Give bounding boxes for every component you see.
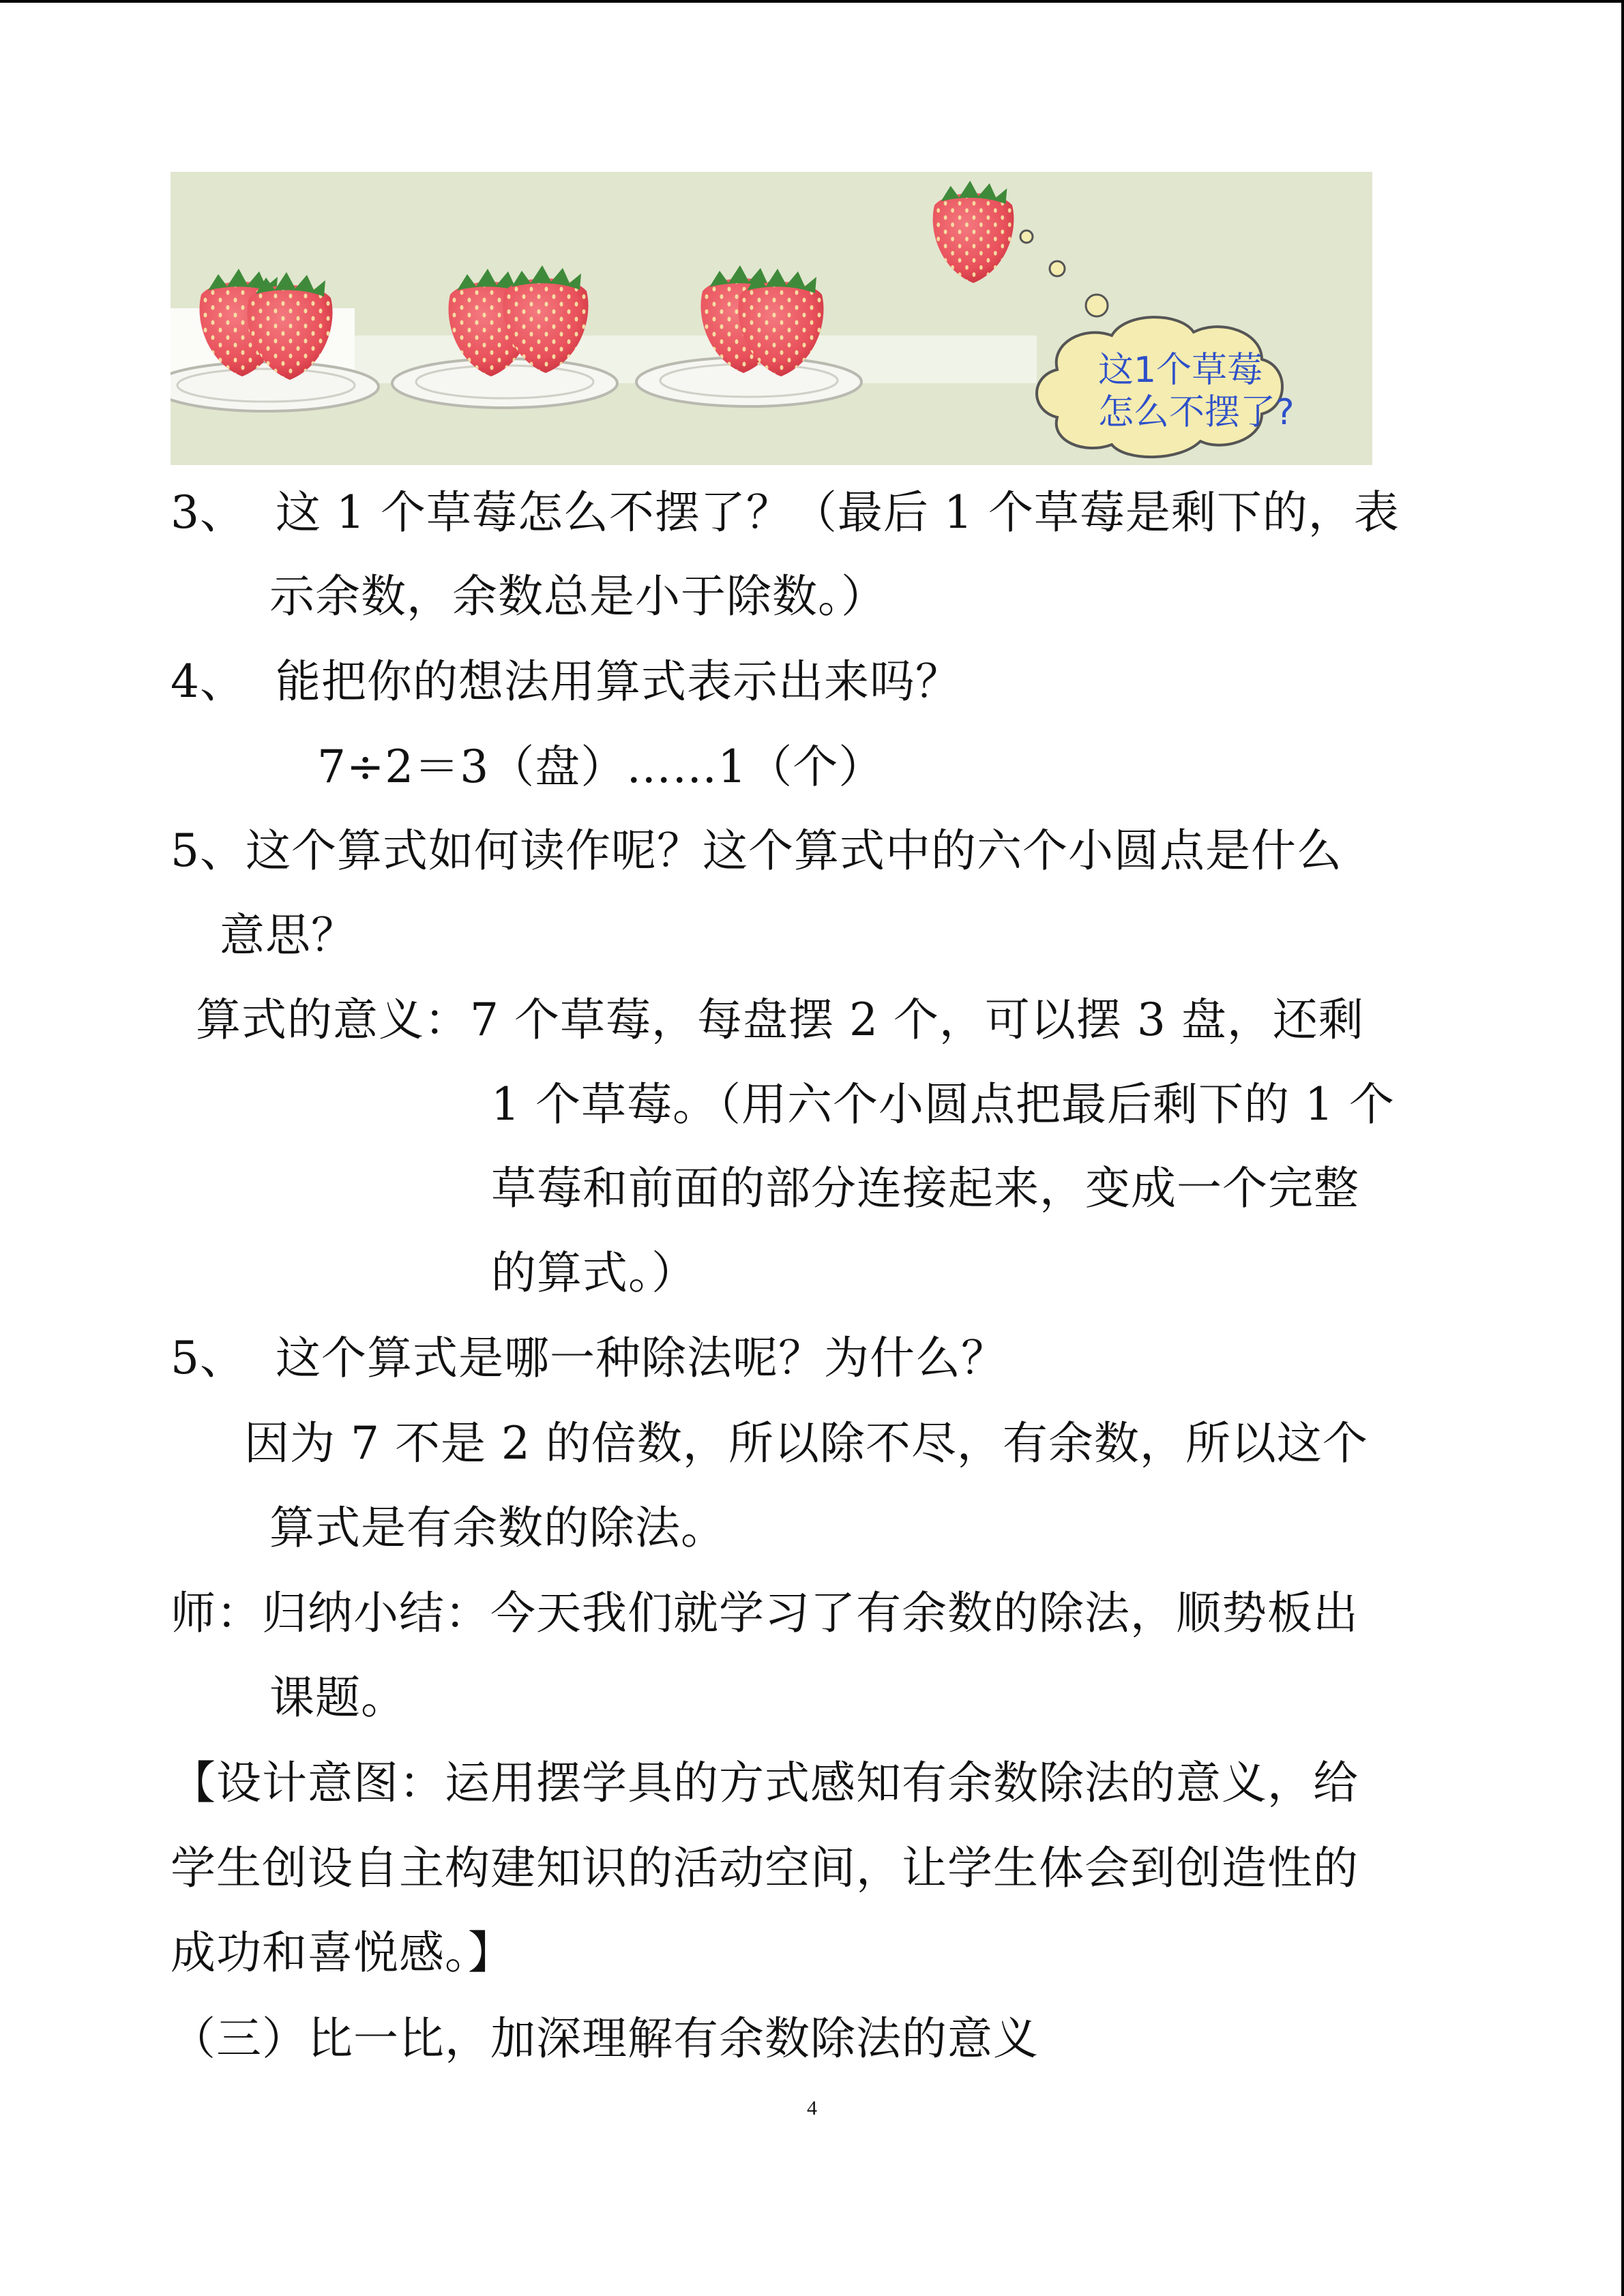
division-equation: 7÷2＝3（盘）……1（个） (317, 741, 885, 793)
meaning-line-1: 算式的意义：7 个草莓，每盘摆 2 个，可以摆 3 盘，还剩 (196, 994, 1364, 1046)
bubble-text-line-2: 怎么不摆了? (1098, 392, 1295, 433)
item-3-question: 3、 这 1 个草莓怎么不摆了？（最后 1 个草莓是剩下的，表 (171, 486, 1400, 539)
page-number: 4 (807, 2097, 817, 2119)
item-5-question: 5、这个算式如何读作呢？这个算式中的六个小圆点是什么 (171, 824, 1342, 877)
item-3-continuation: 示余数，余数总是小于除数。） (269, 570, 887, 623)
item-4-question: 4、 能把你的想法用算式表示出来吗？ (171, 655, 961, 708)
meaning-line-4: 的算式。） (491, 1247, 697, 1299)
meaning-line-3: 草莓和前面的部分连接起来，变成一个完整 (491, 1162, 1359, 1214)
strawberry-illustration (171, 172, 1372, 465)
bubble-text-line-1: 这1个草莓 (1098, 350, 1263, 391)
meaning-line-2: 1 个草莓。（用六个小圆点把最后剩下的 1 个 (491, 1078, 1395, 1131)
design-intent-line-3: 成功和喜悦感。】 (171, 1926, 514, 1979)
reason-line-1: 因为 7 不是 2 的倍数，所以除不尽，有余数，所以这个 (244, 1417, 1368, 1470)
teacher-summary: 师：归纳小结：今天我们就学习了有余数的除法，顺势板出 (171, 1587, 1359, 1639)
design-intent-line-1: 【设计意图：运用摆学具的方式感知有余数除法的意义，给 (171, 1757, 1359, 1809)
item-5b-question: 5、 这个算式是哪一种除法呢？为什么？ (171, 1332, 1007, 1384)
section-heading: （三）比一比，加深理解有余数除法的意义 (171, 2012, 1039, 2065)
item-5-continuation: 意思？ (220, 909, 357, 961)
design-intent-line-2: 学生创设自主构建知识的活动空间，让学生体会到创造性的 (171, 1842, 1359, 1894)
reason-line-2: 算式是有余数的除法。 (269, 1502, 726, 1554)
teacher-summary-continuation: 课题。 (269, 1671, 407, 1724)
